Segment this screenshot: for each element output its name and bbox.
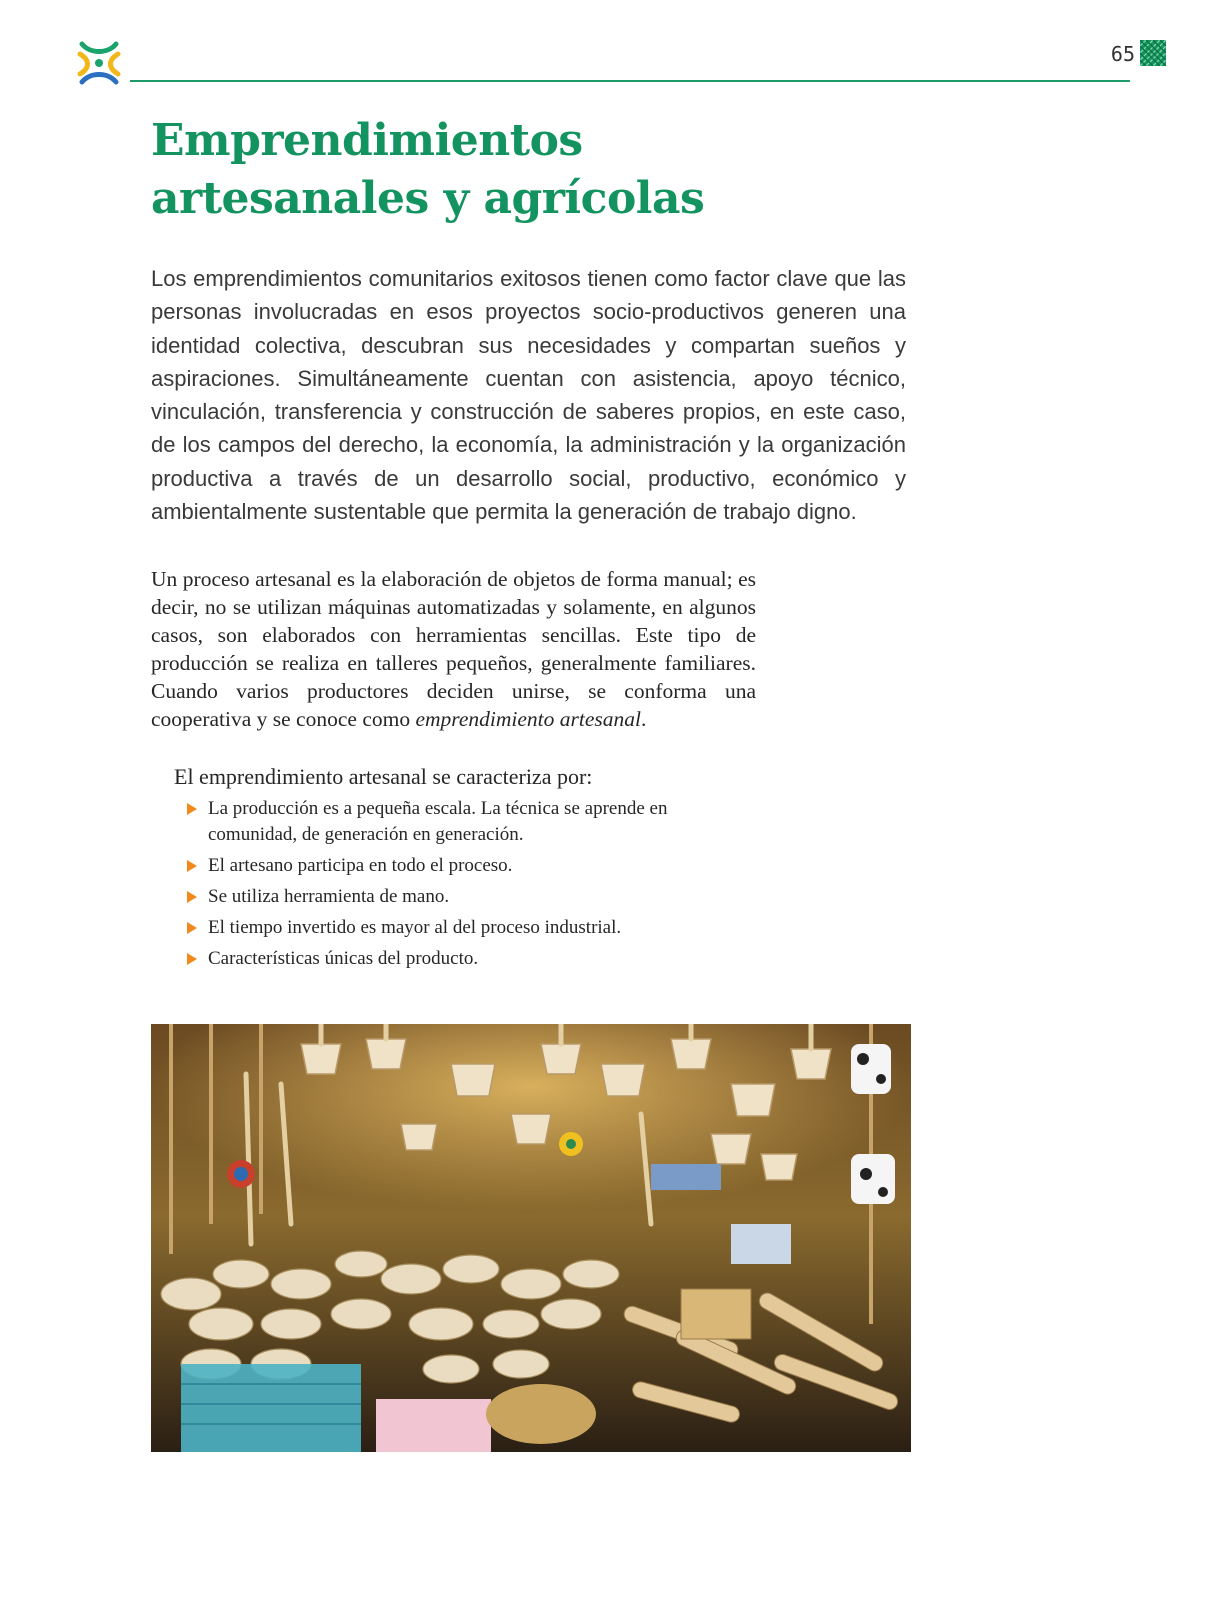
intro-paragraph: Los emprendimientos comunitarios exitosos tienen como factor clave que las personas involucradas en esos proyectos socio-productivos generen una identidad colectiva, descubran sus necesidades y compartan sueños y aspiraciones. Simultáneamente cuentan con asistencia, apoyo técnico, vinculación, transferencia y construcción de saberes propios, en este caso, de los campos del derecho, la economía, la administración y la organización productiva a través de un desarrollo social, productivo, económico y ambientalmente sustentable que permita la generación de trabajo digno. xyxy=(151,266,906,525)
header-rule xyxy=(130,80,1130,82)
list-item-text: El tiempo invertido es mayor al del proceso industrial. xyxy=(208,917,622,938)
list-item xyxy=(186,915,756,941)
wooden-crafts-market-photo xyxy=(151,1024,911,1452)
page-title xyxy=(151,112,704,228)
list-item-text: Características únicas del producto. xyxy=(208,948,479,969)
body-paragraph xyxy=(151,565,756,733)
orange-arrow-icon xyxy=(186,921,198,935)
list-item-text: Se utiliza herramienta de mano. xyxy=(208,886,450,907)
colorful-knot-logo-icon xyxy=(76,40,122,86)
page-title-line-1: Emprendimientos xyxy=(151,115,583,166)
list-lead: El emprendimiento artesanal se caracteriza por: xyxy=(174,764,593,789)
list-item xyxy=(186,796,756,848)
list-item-text: La producción es a pequeña escala. La técnica se aprende en comunidad, de generación en generación. xyxy=(208,798,668,845)
body-end: . xyxy=(641,707,647,731)
orange-arrow-icon xyxy=(186,890,198,904)
body-text: Un proceso artesanal es la elaboración de objetos de forma manual; es decir, no se utilizan máquinas automatizadas y solamente, en algunos casos, son elaborados con herramientas sencillas. Este tipo de producción se realiza en talleres pequeños, generalmente familiares. Cuando varios productores deciden unirse, se conforma una cooperativa y se conoce como xyxy=(151,567,756,731)
page-title-line-2: artesanales y agrícolas xyxy=(151,173,705,224)
list-item xyxy=(186,946,756,972)
list-item xyxy=(186,884,756,910)
orange-arrow-icon xyxy=(186,952,198,966)
orange-arrow-icon xyxy=(186,802,198,816)
list-item xyxy=(186,853,756,879)
characteristics-list xyxy=(186,796,756,977)
list-item-text: El artesano participa en todo el proceso. xyxy=(208,855,513,876)
green-pattern-icon xyxy=(1140,40,1166,66)
body-emphasis: emprendimiento artesanal xyxy=(415,707,641,731)
page-number: 65 xyxy=(1110,42,1135,66)
orange-arrow-icon xyxy=(186,859,198,873)
